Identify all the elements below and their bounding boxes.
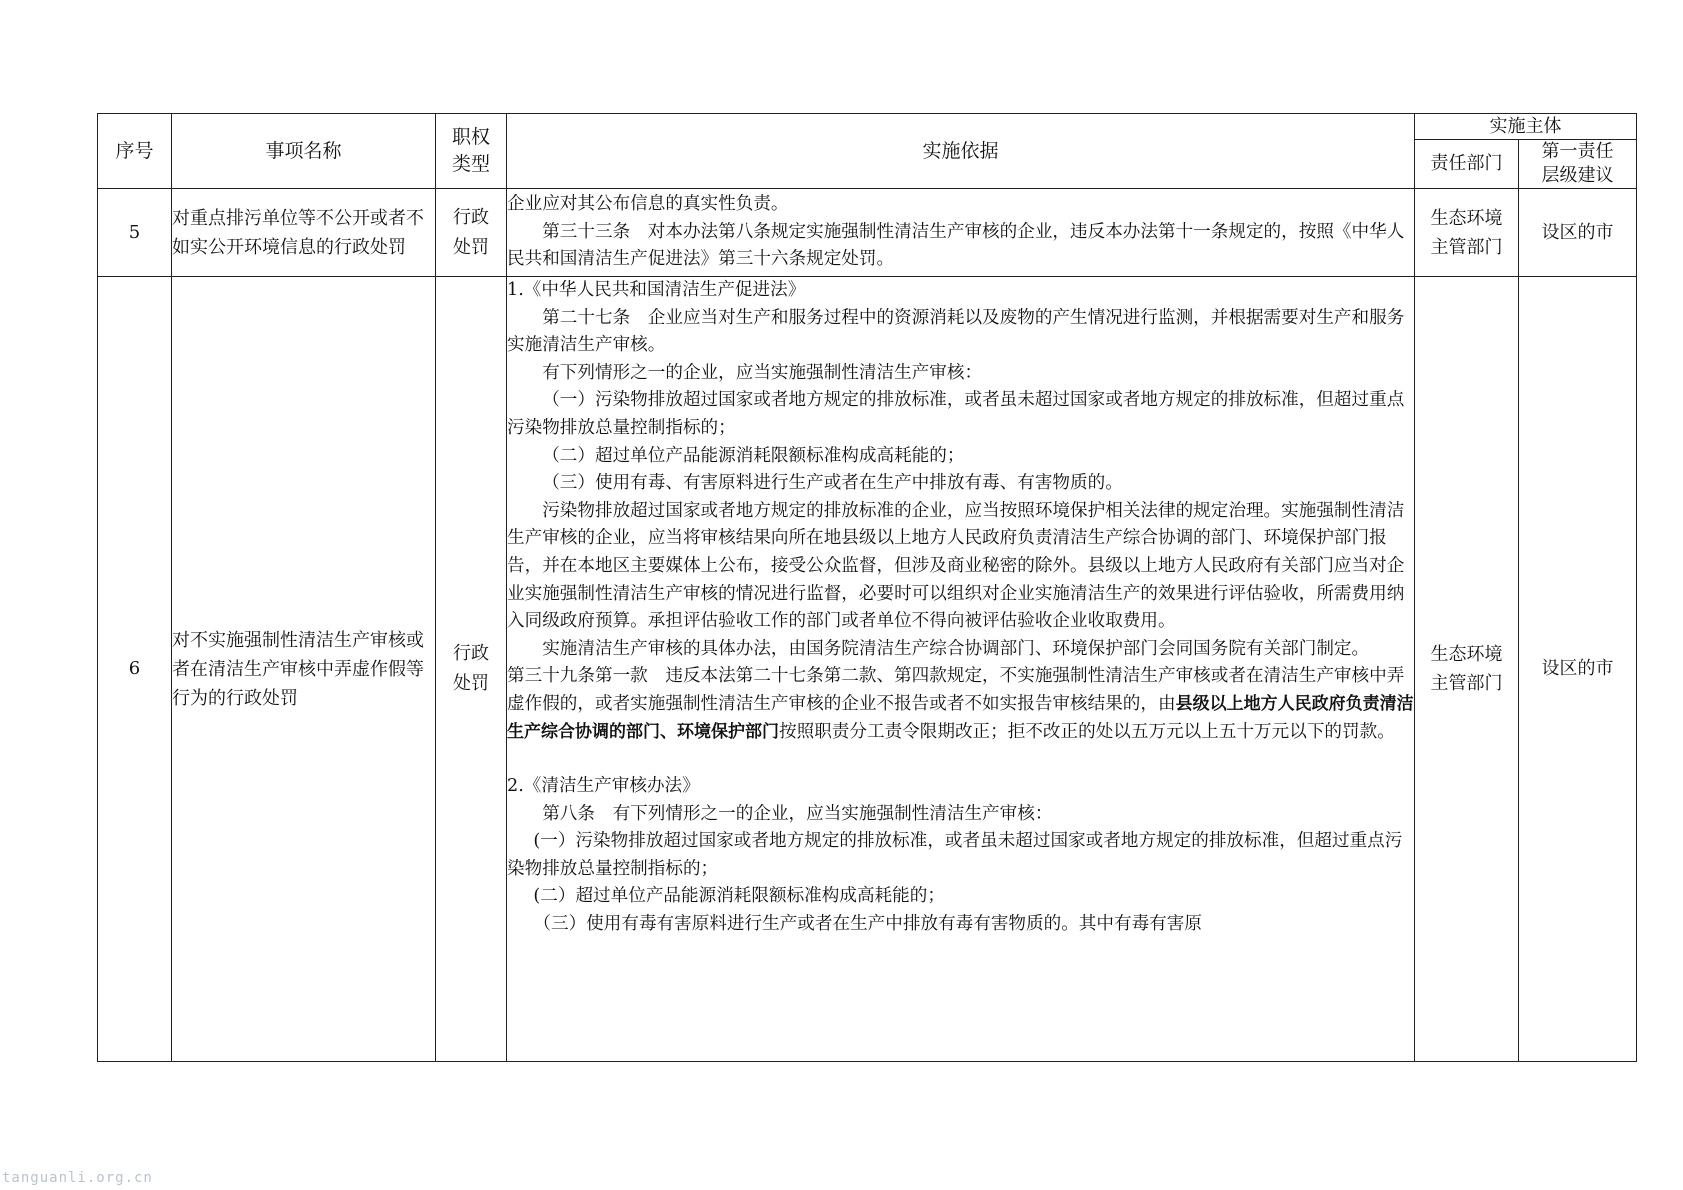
- row5-name: 对重点排污单位等不公开或者不如实公开环境信息的行政处罚: [172, 189, 436, 277]
- row6-basis-p6: （三）使用有毒、有害原料进行生产或者在生产中排放有毒、有害物质的。: [542, 473, 1123, 494]
- row6-basis-p4: （一）污染物排放超过国家或者地方规定的排放标准，或者虽未超过国家或者地方规定的排放标准，但超过重点污染物排放总量控制指标的；: [507, 390, 1405, 438]
- power-list-table: [97, 113, 1637, 1062]
- row5-dept-line2: 主管部门: [1430, 236, 1503, 258]
- table-row: [98, 277, 1637, 1062]
- row6-basis-p5: （二）超过单位产品能源消耗限额标准构成高耗能的；: [542, 445, 965, 466]
- row6-basis: [507, 277, 1415, 1062]
- row6-name: 对不实施强制性清洁生产审核或者在清洁生产审核中弄虚作假等行为的行政处罚: [172, 277, 436, 1062]
- row6-basis-p10: 2.《清洁生产审核办法》: [507, 776, 700, 797]
- header-power-type-line2: 类型: [451, 153, 490, 175]
- row6-level: 设区的市: [1519, 277, 1637, 1062]
- row5-basis: [507, 189, 1415, 277]
- watermark: tanguanli.org.cn: [2, 1170, 153, 1186]
- header-level: [1519, 140, 1637, 189]
- row6-seq: 6: [98, 277, 172, 1062]
- row6-basis-p2: 第二十七条 企业应当对生产和服务过程中的资源消耗以及废物的产生情况进行监测，并根据需要对生产和服务实施清洁生产审核。: [507, 307, 1405, 356]
- row5-type-line1: 行政: [453, 206, 489, 228]
- row6-basis-content: [507, 277, 1414, 1061]
- row5-level: 设区的市: [1519, 189, 1637, 277]
- header-power-type: [436, 114, 507, 189]
- row6-type: [436, 277, 507, 1062]
- header-item-name: 事项名称: [172, 114, 436, 189]
- row6-basis-p11: 第八条 有下列情形之一的企业，应当实施强制性清洁生产审核：: [542, 803, 1053, 824]
- header-level-line1: 第一责任: [1541, 141, 1614, 162]
- row6-basis-p9: [507, 663, 1414, 746]
- row6-dept-line2: 主管部门: [1430, 673, 1503, 694]
- header-basis: 实施依据: [507, 114, 1415, 189]
- row6-basis-p7: 污染物排放超过国家或者地方规定的排放标准的企业，应当按照环境保护相关法律的规定治理。实施强制性清洁生产审核的企业，应当将审核结果向所在地县级以上地方人民政府负责清洁生产综合协调的部门、环境保护部门报告，并在本地区主要媒体上公布，接受公众监督，但涉及商业秘密的除外。县级以上地方人民政府有关部门应当对企业实施强制性清洁生产审核的情况进行监督，必要时可以组织对企业实施清洁生产的效果进行评估验收，所需费用纳入同级政府预算。承担评估验收工作的部门或者单位不得向被评估验收企业收取费用。: [507, 500, 1405, 632]
- row6-basis-p12: (一）污染物排放超过国家或者地方规定的排放标准，或者虽未超过国家或者地方规定的排放标准，但超过重点污染物排放总量控制指标的；: [507, 831, 1403, 879]
- row6-dept-line1: 生态环境: [1430, 644, 1503, 665]
- table-row: [98, 189, 1637, 277]
- row6-basis-p13: (二）超过单位产品能源消耗限额标准构成高耗能的；: [533, 886, 945, 907]
- row6-dept: [1415, 277, 1519, 1062]
- row5-type: [436, 189, 507, 277]
- row6-type-line1: 行政: [453, 643, 489, 664]
- row6-basis-p9-bold: 县级以上地方人民政府负责清洁生产综合协调的部门、环境保护部门: [507, 693, 1414, 742]
- row5-seq: 5: [98, 189, 172, 277]
- header-power-type-line1: 职权: [451, 126, 490, 148]
- header-dept: 责任部门: [1415, 140, 1519, 189]
- row6-type-line2: 处罚: [453, 673, 489, 694]
- header-subject: 实施主体: [1415, 114, 1637, 140]
- row5-basis-p1: 企业应对其公布信息的真实性负责。: [507, 194, 789, 215]
- header-level-line2: 层级建议: [1541, 165, 1614, 186]
- row6-basis-p8: 实施清洁生产审核的具体办法，由国务院清洁生产综合协调部门、环境保护部门会同国务院有关部门制定。: [542, 638, 1370, 659]
- row6-basis-p9-b: 按照职责分工责令限期改正；拒不改正的处以五万元以上五十万元以下的罚款。: [779, 721, 1395, 742]
- row5-dept: [1415, 189, 1519, 277]
- spacer: [507, 746, 1414, 773]
- row6-basis-p9-a: 第三十九条第一款 违反本法第二十七条第二款、第四款规定，不实施强制性清洁生产审核或者在清洁生产审核中弄虚作假的，或者实施强制性清洁生产审核的企业不报告或者不如实报告审核结果的，由: [507, 666, 1405, 714]
- header-seq: 序号: [98, 114, 172, 189]
- row5-dept-line1: 生态环境: [1430, 207, 1503, 229]
- row5-basis-p2: 第三十三条 对本办法第八条规定实施强制性清洁生产审核的企业，违反本办法第十一条规定的，按照《中华人民共和国清洁生产促进法》第三十六条规定处罚。: [507, 221, 1405, 270]
- row6-basis-p14: （三）使用有毒有害原料进行生产或者在生产中排放有毒有害物质的。其中有毒有害原: [533, 914, 1202, 935]
- row5-type-line2: 处罚: [453, 236, 489, 258]
- row6-basis-p1: 1.《中华人民共和国清洁生产促进法》: [507, 280, 806, 300]
- row6-basis-p3: 有下列情形之一的企业，应当实施强制性清洁生产审核：: [542, 362, 983, 383]
